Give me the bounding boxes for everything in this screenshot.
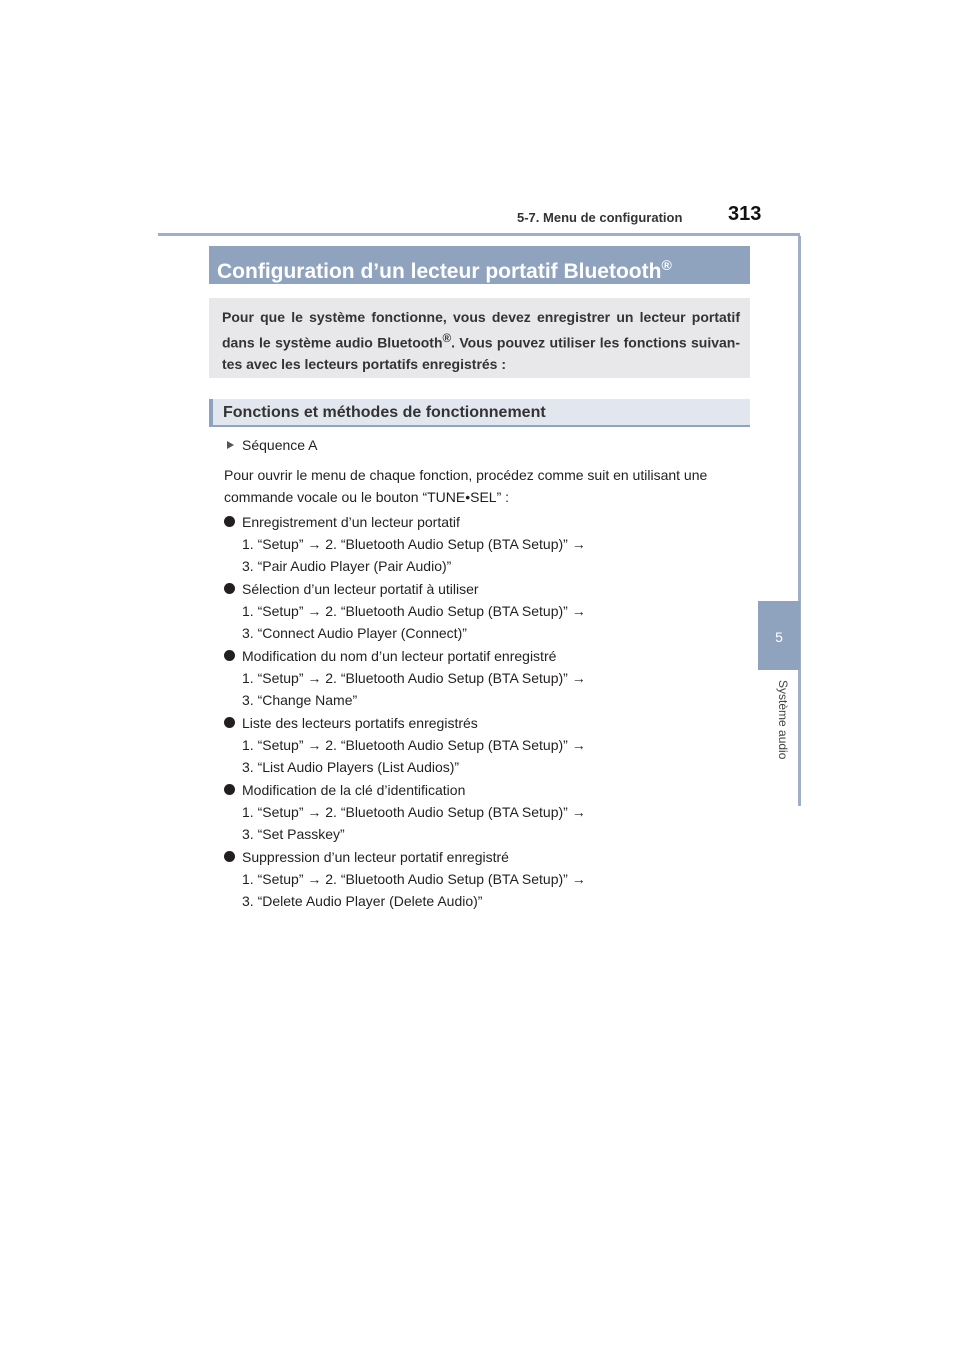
list-item bbox=[224, 645, 750, 711]
list-item bbox=[224, 578, 750, 644]
triangle-bullet-icon bbox=[227, 441, 234, 449]
bullet-icon bbox=[224, 516, 235, 527]
header-divider bbox=[158, 233, 800, 236]
item-step: 1. “Setup” → 2. “Bluetooth Audio Setup (BTA Setup)” → bbox=[242, 670, 586, 686]
instruction-paragraph: Pour ouvrir le menu de chaque fonction, procédez comme suit en utilisant une commande vocale ou le bouton “TUNE•SEL” : bbox=[224, 467, 708, 505]
item-title: Suppression d’un lecteur portatif enregistré bbox=[242, 849, 509, 865]
section-subheading: Fonctions et méthodes de fonctionnement bbox=[209, 399, 750, 427]
page-number: 313 bbox=[728, 203, 762, 225]
item-title: Modification du nom d’un lecteur portatif enregistré bbox=[242, 648, 557, 664]
item-step: 1. “Setup” → 2. “Bluetooth Audio Setup (BTA Setup)” → bbox=[242, 804, 586, 820]
bullet-icon bbox=[224, 784, 235, 795]
item-title: Enregistrement d’un lecteur portatif bbox=[242, 514, 460, 530]
item-step: 1. “Setup” → 2. “Bluetooth Audio Setup (BTA Setup)” → bbox=[242, 536, 586, 552]
page-title-text: Configuration d’un lecteur portatif Bluetooth bbox=[217, 260, 662, 283]
intro-registered-mark: ® bbox=[442, 332, 452, 345]
item-step: 3. “Pair Audio Player (Pair Audio)” bbox=[242, 558, 452, 574]
list-item bbox=[224, 846, 750, 912]
intro-box bbox=[209, 298, 750, 378]
item-title: Liste des lecteurs portatifs enregistrés bbox=[242, 715, 478, 731]
item-step: 1. “Setup” → 2. “Bluetooth Audio Setup (BTA Setup)” → bbox=[242, 871, 586, 887]
list-item bbox=[224, 779, 750, 845]
bullet-icon bbox=[224, 650, 235, 661]
intro-text-2: . Vous pouvez utiliser les fonctions suivan-tes avec les lecteurs portatifs enregistrés : bbox=[222, 334, 740, 372]
bullet-icon bbox=[224, 717, 235, 728]
sequence-label bbox=[227, 434, 750, 456]
page-title bbox=[209, 246, 750, 284]
sequence-text: Séquence A bbox=[242, 437, 318, 453]
list-item bbox=[224, 511, 750, 577]
content-body bbox=[224, 434, 750, 913]
bullet-icon bbox=[224, 851, 235, 862]
chapter-number: 5 bbox=[775, 629, 783, 645]
chapter-label: Système audio bbox=[776, 680, 790, 760]
item-step: 1. “Setup” → 2. “Bluetooth Audio Setup (BTA Setup)” → bbox=[242, 737, 586, 753]
item-step: 3. “Change Name” bbox=[242, 692, 358, 708]
list-item bbox=[224, 712, 750, 778]
section-header: 5-7. Menu de configuration bbox=[517, 210, 683, 225]
intro-text-1: Pour que le système fonctionne, vous devez enregistrer un lecteur portatif dans le système audio Bluetooth bbox=[222, 309, 740, 351]
item-title: Sélection d’un lecteur portatif à utiliser bbox=[242, 581, 479, 597]
item-step: 3. “Delete Audio Player (Delete Audio)” bbox=[242, 893, 483, 909]
registered-mark: ® bbox=[661, 257, 672, 273]
item-step: 3. “Connect Audio Player (Connect)” bbox=[242, 625, 467, 641]
item-step: 3. “Set Passkey” bbox=[242, 826, 345, 842]
chapter-tab bbox=[758, 601, 800, 670]
side-divider bbox=[798, 236, 801, 806]
item-step: 3. “List Audio Players (List Audios)” bbox=[242, 759, 460, 775]
item-title: Modification de la clé d’identification bbox=[242, 782, 466, 798]
bullet-icon bbox=[224, 583, 235, 594]
item-step: 1. “Setup” → 2. “Bluetooth Audio Setup (BTA Setup)” → bbox=[242, 603, 586, 619]
